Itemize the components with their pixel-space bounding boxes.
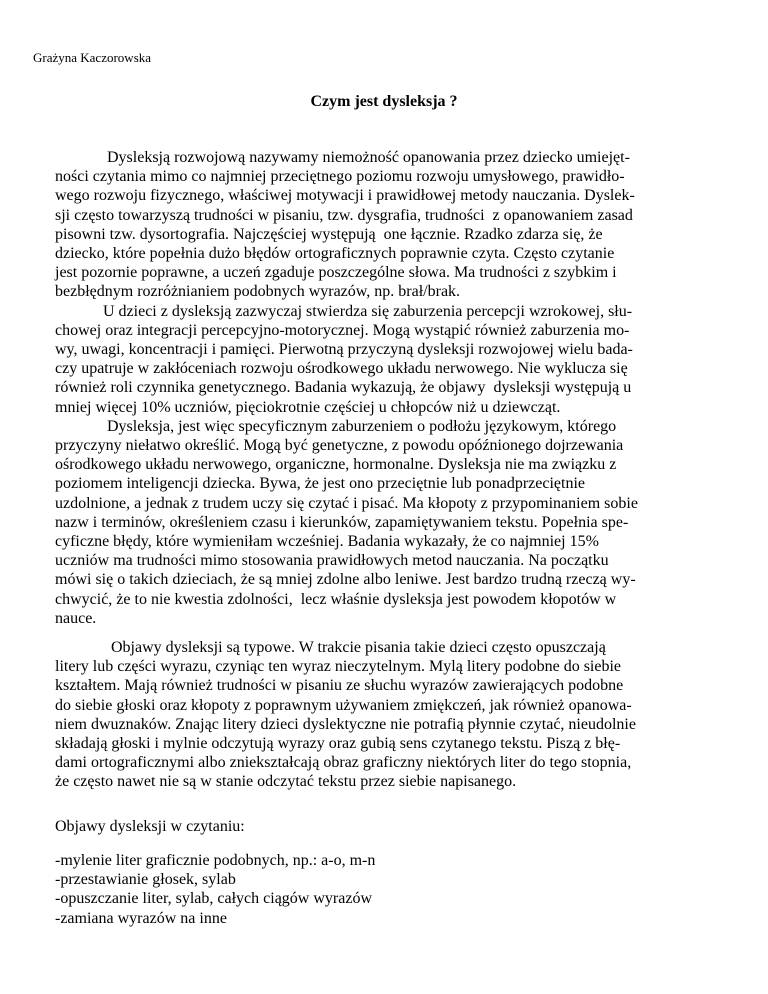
section-heading: Objawy dysleksji w czytaniu: [55, 818, 245, 835]
text-line: ośrodkowego układu nerwowego, organiczne, hormonalne. Dysleksja nie ma związku z [55, 456, 617, 474]
list-item: -mylenie liter graficznie podobnych, np.: a-o, m-n [55, 852, 376, 869]
text-line: jest pozornie poprawne, a uczeń zgaduje poszczególne słowa. Ma trudności z szybkim i [55, 264, 617, 282]
text-line: nazw i terminów, określeniem czasu i kierunków, zapamiętywaniem tekstu. Popełnia spe- [55, 513, 629, 531]
text-line: składają głoski i mylnie odczytują wyrazy oraz gubią sens czytanego tekstu. Piszą z błę- [55, 735, 621, 753]
text-line: nauce. [55, 609, 97, 627]
text-line: uczniów ma trudności mimo stosowania prawidłowych metod nauczania. Na początku [55, 552, 609, 570]
text-line: bezbłędnym rozróżnianiem podobnych wyrazów, np. brał/brak. [55, 283, 461, 301]
text-line: pisowni tzw. dysortografia. Najczęściej występują one łącznie. Rzadko zdarza się, że [55, 225, 603, 243]
text-line: dami ortograficznymi albo zniekształcają obraz graficzny niektórych liter do tego stopnia, [55, 754, 632, 772]
text-line: cyficzne błędy, które wymieniłam wcześniej. Badania wykazały, że co najmniej 15% [55, 533, 599, 551]
text-line: litery lub części wyrazu, czyniąc ten wyraz nieczytelnym. Mylą litery podobne do siebie [55, 658, 622, 676]
text-line: Objawy dysleksji są typowe. W trakcie pisania takie dzieci często opuszczają [55, 639, 606, 656]
list-item: -opuszczanie liter, sylab, całych ciągów wyrazów [55, 890, 372, 908]
list-item: -przestawianie głosek, sylab [55, 871, 236, 889]
text-line: mówi się o takich dzieciach, że są mniej zdolne albo leniwe. Jest bardzo trudną rzeczą wy- [55, 571, 636, 589]
text-line: również roli czynnika genetycznego. Badania wykazują, że objawy dysleksji występują u [55, 379, 632, 397]
symptoms-list [55, 851, 720, 928]
text-line: dziecko, które popełnia dużo błędów ortograficznych poprawnie czyta. Często czytanie [55, 245, 615, 263]
symptoms-paragraph [55, 638, 720, 792]
text-line: U dzieci z dysleksją zazwyczaj stwierdza się zaburzenia percepcji wzrokowej, słu- [55, 302, 633, 320]
text-line: sji często towarzyszą trudności w pisaniu, tzw. dysgrafia, trudności z opanowaniem zasad [55, 206, 633, 224]
author-name: Grażyna Kaczorowska [33, 50, 152, 65]
text-line: do siebie głoski oraz kłopoty z poprawnym używaniem zmiękczeń, jak również opanowa- [55, 696, 632, 714]
text-line: kształtem. Mają również trudności w pisaniu ze słuchu wyrazów zawierających podobne [55, 677, 624, 695]
text-line: niem dwuznaków. Znając litery dzieci dyslektyczne nie potrafią płynnie czytać, nieudolnie [55, 715, 636, 733]
text-line: czy upatruje w zakłóceniach rozwoju ośrodkowego układu nerwowego. Nie wyklucza się [55, 360, 628, 378]
text-line: uzdolnione, a jednak z trudem uczy się czytać i pisać. Ma kłopoty z przypominaniem sobie [55, 494, 638, 512]
list-item: -zamiana wyrazów na inne [55, 909, 227, 927]
text-line: że często nawet nie są w stanie odczytać tekstu przez siebie napisanego. [55, 773, 517, 791]
text-line: ności czytania mimo co najmniej przeciętnego poziomu rozwoju umysłowego, prawidło- [55, 168, 625, 186]
text-line: Dysleksja, jest więc specyficznym zaburzeniem o podłożu językowym, którego [55, 417, 617, 435]
text-line: chowej oraz integracji percepcyjno-motorycznej. Mogą wystąpić również zaburzenia mo- [55, 321, 630, 339]
text-line: chwycić, że to nie kwestia zdolności, lecz właśnie dysleksja jest powodem kłopotów w [55, 590, 617, 608]
text-line: Dysleksją rozwojową nazywamy niemożność opanowania przez dziecko umiejęt- [55, 149, 630, 166]
text-line: przyczyny niełatwo określić. Mogą być genetyczne, z powodu opóźnionego dojrzewania [55, 437, 624, 455]
text-line: wy, uwagi, koncentracji i pamięci. Pierwotną przyczyną dysleksji rozwojowej wielu bada- [55, 341, 633, 359]
text-line: mniej więcej 10% uczniów, pięciokrotnie częściej u chłopców niż u dziewcząt. [55, 398, 561, 416]
document-title: Czym jest dysleksja ? [310, 93, 458, 110]
intro-paragraphs [55, 148, 720, 628]
text-line: wego rozwoju fizycznego, właściwej motywacji i prawidłowej metody nauczania. Dyslek- [55, 187, 635, 205]
text-line: poziomem inteligencji dziecka. Bywa, że jest ono przeciętnie lub ponadprzeciętnie [55, 475, 586, 493]
